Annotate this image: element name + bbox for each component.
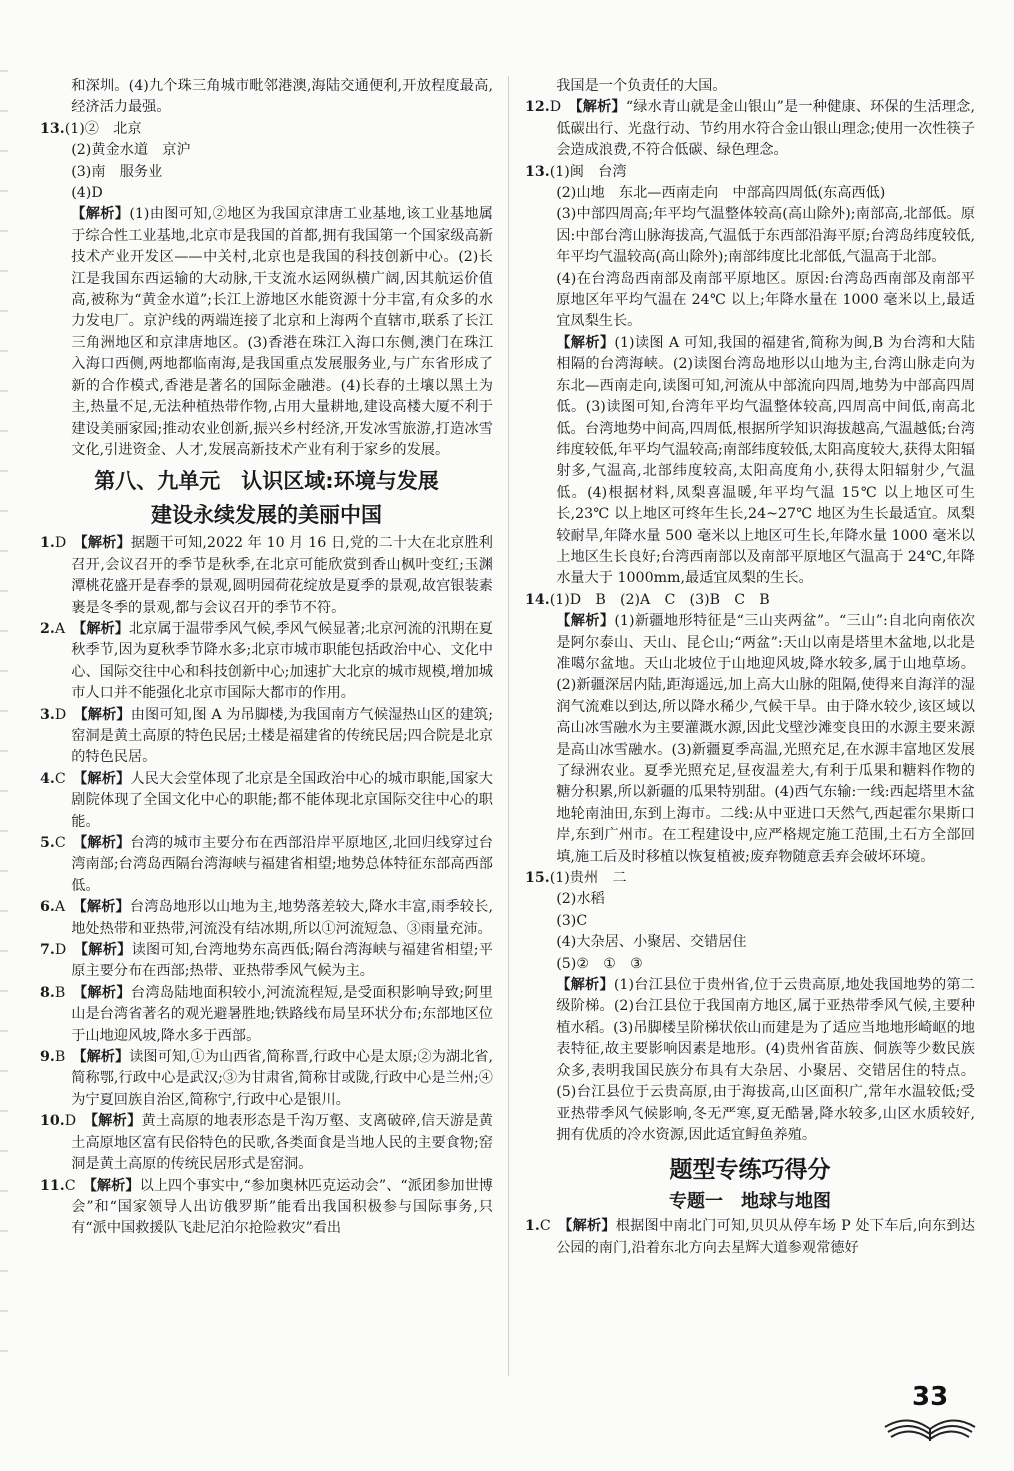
analysis-text: 台湾的城市主要分布在西部沿岸平原地区,北回归线穿过台湾南部;台湾岛西隔台湾海峡与福建省相望;地势总体特征东部高西部低。 (71, 835, 493, 894)
analysis-text: 黄土高原的地表形态是千沟万壑、支离破碎,信天游是黄土高原地区富有民俗特色的民歌,各类面食是当地人民的主要食物;窑洞是黄土高原的传统民居形式是窑洞。 (71, 1113, 493, 1173)
answer-list (40, 533, 493, 1239)
answer: (4)D (71, 185, 103, 202)
question-number: 14. (525, 591, 550, 608)
section-title: 题型专练巧得分 (669, 1157, 831, 1184)
analysis-text: “绿水青山就是金山银山”是一种健康、环保的生活理念,低碳出行、光盘行动、节约用水符合金山银山理念;使用一次性筷子会造成浪费,不符合低碳、绿色理念。 (556, 99, 975, 159)
right-column (525, 76, 975, 1259)
answer: B (54, 1049, 66, 1066)
analysis-text: (1)由图可知,②地区为我国京津唐工业基地,该工业基地属于综合性工业基地,北京市是我国的首都,拥有我国第一个国家级高新技术产业开发区——中关村,北京也是我国的科技创新中心。(2)长江是我国东西运输的大动脉,干支流水运网纵横广阔,因其航运价值高,被称为“黄金水道”;长江上游地区水能资源十分丰富,有众多的水力发电厂。京沪线的两端连接了北京和上海两个直辖市,联系了长江三角洲地区和京津唐地区。(3)香港在珠江入海口东侧,澳门在珠江入海口西侧,两地都临南海,是我国重点发展服务业,与广东省形成了新的合作模式,香港是著名的国际金融港。(4)长春的土壤以黑土为主,热量不足,无法种植热带作物,占用大量耕地,建设高楼大厦不利于建设美丽家园;推动农业创新,振兴乡村经济,开发冰雪旅游,打造冰雪文化,引进资金、人才,发展高新技术产业有利于家乡的发展。 (71, 206, 493, 458)
question-number: 6. (40, 899, 55, 916)
left-column (40, 76, 493, 1240)
analysis-text: 读图可知,台湾地势东高西低;隔台湾海峡与福建省相望;平原主要分布在西部;热带、亚热带季风气候为主。 (71, 942, 493, 980)
analysis-tag: 【解析】 (80, 770, 131, 787)
unit-title: 第八、九单元 认识区域:环境与发展 (94, 469, 439, 494)
question-14 (525, 590, 975, 868)
analysis-text: 读图可知,①为山西省,简称晋,行政中心是太原;②为湖北省,简称鄂,行政中心是武汉;③为甘肃省,简称甘或陇,行政中心是兰州;④为宁夏回族自治区,简称宁,行政中心是银川。 (71, 1049, 493, 1108)
answer: D (64, 1113, 77, 1130)
answer-item (40, 1176, 493, 1240)
answer: (1)② 北京 (64, 120, 142, 137)
question-number: 2. (40, 620, 55, 637)
answer-item (40, 897, 493, 940)
analysis-tag: 【解析】 (90, 1113, 142, 1130)
analysis-text: 根据图中南北门可知,贝贝从停车场 P 处下车后,向东到达公园的南门,沿着东北方向去星辉大道参观常德好 (556, 1218, 975, 1256)
analysis-text: (1)台江县位于贵州省,位于云贵高原,地处我国地势的第二级阶梯。(2)台江县位于我国南方地区,属于亚热带季风气候,主要种植水稻。(3)吊脚楼呈阶梯状依山而建是为了适应当地地形崎岖的地表特征,故主要影响因素是地形。(4)贵州省苗族、侗族等少数民族众多,表明我国民族分布具有大杂居、小聚居、交错居住的特点。(5)台江县位于云贵高原,由于海拔高,山区面积广,常年水温较低;受亚热带季风气候影响,冬无严寒,夏无酷暑,降水较多,山区水质较好,拥有优质的冷水资源,因此适宜鲟鱼养殖。 (556, 977, 975, 1143)
question-12 (525, 97, 975, 161)
analysis-tag: 【解析】 (79, 1049, 130, 1066)
answer-item (40, 769, 493, 833)
answer: (3)中部四周高;年平均气温整体较高(高山除外);南部高,北部低。原因:中部台湾山脉海拔高,气温低于东西部沿海平原;台湾岛纬度较低,年平均气温较高(高山除外);南部纬度比北部低,气温高于北部。 (556, 206, 975, 266)
analysis-tag: 【解析】 (556, 613, 615, 630)
analysis-tag: 【解析】 (79, 620, 129, 637)
topic-title: 专题一 地球与地图 (669, 1191, 831, 1213)
analysis-tag: 【解析】 (80, 706, 131, 723)
analysis-tag: 【解析】 (79, 899, 130, 916)
answer-item (40, 833, 493, 897)
answer: A (54, 620, 66, 637)
question-number: 4. (40, 770, 55, 787)
analysis-tag: 【解析】 (575, 99, 626, 116)
unit-subtitle: 建设永续发展的美丽中国 (151, 503, 382, 528)
topic-question-1 (525, 1216, 975, 1259)
answer: C (64, 1177, 76, 1194)
question-number: 5. (40, 835, 55, 851)
analysis-tag: 【解析】 (80, 835, 131, 851)
answer: (3)南 服务业 (71, 163, 163, 180)
analysis-tag: 【解析】 (556, 977, 614, 994)
question-15 (525, 868, 975, 1146)
analysis-text: 据题干可知,2022 年 10 月 16 日,党的二十大在北京胜利召开,会议召开的季节是秋季,在北京可能欣赏到香山枫叶变红;玉渊潭桃花盛开是春季的景观,圆明园荷花绽放是夏季的景观,故宫银装素裹是冬季的景观,都与会议召开的季节不符。 (71, 535, 493, 616)
question-number: 10. (40, 1113, 65, 1130)
analysis-tag: 【解析】 (89, 1177, 140, 1194)
answer: (3)C (556, 912, 588, 929)
answer: (2)山地 东北—西南走向 中部高四周低(东高西低) (556, 185, 886, 202)
question-number: 13. (525, 163, 550, 180)
answer: (2)黄金水道 京沪 (71, 142, 191, 159)
analysis-text: 北京属于温带季风气候,季风气候显著;北京河流的汛期在夏秋季节,因为夏秋季节降水多;北京市城市职能包括政治中心、文化中心、国际交往中心和科技创新中心;加速扩大北京的城市规模,增加城市人口并不能强化北京市国际大都市的作用。 (71, 620, 493, 702)
question-number: 15. (525, 870, 550, 887)
answer: C (54, 835, 66, 851)
question-number: 1. (40, 535, 55, 552)
question-13 (525, 162, 975, 590)
answer-item (40, 1047, 493, 1111)
question-number: 3. (40, 706, 55, 723)
question-number: 13. (40, 120, 65, 137)
answer-item (40, 1111, 493, 1175)
answer: D (54, 535, 67, 552)
continuation-text: 我国是一个负责任的大国。 (556, 78, 727, 94)
question-number: 11. (40, 1177, 65, 1194)
question-13 (40, 119, 493, 462)
page-number: 33 (912, 1382, 949, 1412)
analysis-text: 台湾岛地形以山地为主,地势落差较大,降水丰富,雨季较长,地处热带和亚热带,河流没有结冰期,所以①河流短急、③雨量充沛。 (71, 899, 493, 937)
analysis-tag: 【解析】 (71, 206, 130, 223)
answer: C (54, 770, 66, 787)
analysis-text: 以上四个事实中,“参加奥林匹克运动会”、“派团参加世博会”和“国家领导人出访俄罗斯”能看出我国积极参与国际事务,只有“派中国救援队飞赴尼泊尔抢险救灾”看出 (71, 1177, 493, 1237)
answer: D (54, 706, 67, 723)
answer: (4)大杂居、小聚居、交错居住 (556, 934, 747, 951)
answer: D (54, 942, 67, 959)
answer: A (54, 899, 66, 916)
answer: (4)在台湾岛西南部及南部平原地区。原因:台湾岛西南部及南部平原地区年平均气温在 24℃ 以上;年降水量在 1000 毫米以上,最适宜凤梨生长。 (556, 270, 975, 330)
answer: (1)贵州 二 (549, 870, 627, 887)
answer: (2)水稻 (556, 891, 605, 908)
answer: (1)闽 台湾 (549, 163, 627, 180)
question-number: 1. (525, 1218, 540, 1235)
analysis-tag: 【解析】 (80, 535, 131, 552)
analysis-text: (1)读图 A 可知,我国的福建省,简称为闽,B 为台湾和大陆相隔的台湾海峡。(2)读图台湾岛地形以山地为主,台湾山脉走向为东北—西南走向,读图可知,河流从中部流向四周,地势为中部高四周低。(3)读图可知,台湾年平均气温整体较高,四周高中间低,南高北低。台湾地势中间高,四周低,根据所学知识海拔越高,气温越低;台湾纬度较低,年平均气温较高;南部纬度较低,太阳高度较大,获得太阳辐射多,气温高,北部纬度较高,太阳高度角小,获得太阳辐射少,气温低。(4)根据材料,凤梨喜温暖,年平均气温 15℃ 以上地区可生长,23℃ 以上地区可终年生长,24~27℃ 地区为生长最适宜。凤梨较耐旱,年降水量 500 毫米以上地区可生长,年降水量 1000 毫米以上地区生长良好;台湾西南部以及南部平原地区气温高于 24℃,年降水量大于 1000mm,最适宜凤梨的生长。 (556, 334, 975, 587)
analysis-text: 由图可知,图 A 为吊脚楼,为我国南方气候湿热山区的建筑;窑洞是黄土高原的特色民居;土楼是福建省的传统民居;四合院是北京的特色民居。 (71, 706, 493, 766)
analysis-tag: 【解析】 (80, 984, 131, 1001)
answer: D (549, 99, 562, 116)
question-number: 9. (40, 1049, 55, 1066)
answer-item (40, 940, 493, 983)
answer-item (40, 619, 493, 705)
answer-item (40, 983, 493, 1047)
answer-item (40, 533, 493, 619)
continuation-text: 和深圳。(4)九个珠三角城市毗邻港澳,海陆交通便利,开放程度最高,经济活力最强。 (71, 78, 493, 116)
answer: (1)D B (2)A C (3)B C B (549, 591, 770, 608)
analysis-text: 人民大会堂体现了北京是全国政治中心的城市职能,国家大剧院体现了全国文化中心的职能;都不能体现北京国际交往中心的职能。 (71, 770, 493, 830)
answer: C (539, 1218, 551, 1235)
analysis-tag: 【解析】 (556, 334, 615, 351)
open-book-icon (880, 1405, 980, 1445)
question-number: 7. (40, 942, 55, 959)
analysis-tag: 【解析】 (80, 942, 132, 959)
analysis-text: 台湾岛陆地面积较小,河流流程短,是受面积影响导致;阿里山是台湾省著名的观光避暑胜地;铁路线布局呈环状分布;东部地区位于山地迎风坡,降水多于西部。 (71, 984, 493, 1044)
binding-edge (0, 70, 8, 1390)
question-number: 8. (40, 984, 55, 1001)
analysis-text: (1)新疆地形特征是“三山夹两盆”。“三山”:自北向南依次是阿尔泰山、天山、昆仑山;“两盆”:天山以南是塔里木盆地,以北是准噶尔盆地。天山北坡位于山地迎风坡,降水较多,属于山地草场。(2)新疆深居内陆,距海遥远,加上高大山脉的阻隔,使得来自海洋的湿润气流难以到达,所以降水稀少,气候干旱。由于降水较少,该区域以高山冰雪融水为主要灌溉水源,因此戈壁沙滩变良田的水源主要来源是高山冰雪融水。(3)新疆夏季高温,光照充足,在水源丰富地区发展了绿洲农业。夏季光照充足,昼夜温差大,有利于瓜果和糖料作物的糖分积累,所以新疆的瓜果特别甜。(4)西气东输:一线:西起塔里木盆地轮南油田,东到上海市。二线:从中亚进口天然气,西起霍尔果斯口岸,东到广州市。在工程建设中,应严格规定施工范围,土石方全部回填,施工后及时移植以恢复植被;废弃物随意丢弃会破坏环境。 (556, 613, 975, 865)
answer: (5)② ① ③ (556, 955, 643, 972)
answer-item (40, 705, 493, 769)
analysis-tag: 【解析】 (565, 1218, 616, 1235)
answer: B (54, 984, 66, 1001)
question-number: 12. (525, 99, 550, 116)
column-divider (508, 76, 509, 1376)
